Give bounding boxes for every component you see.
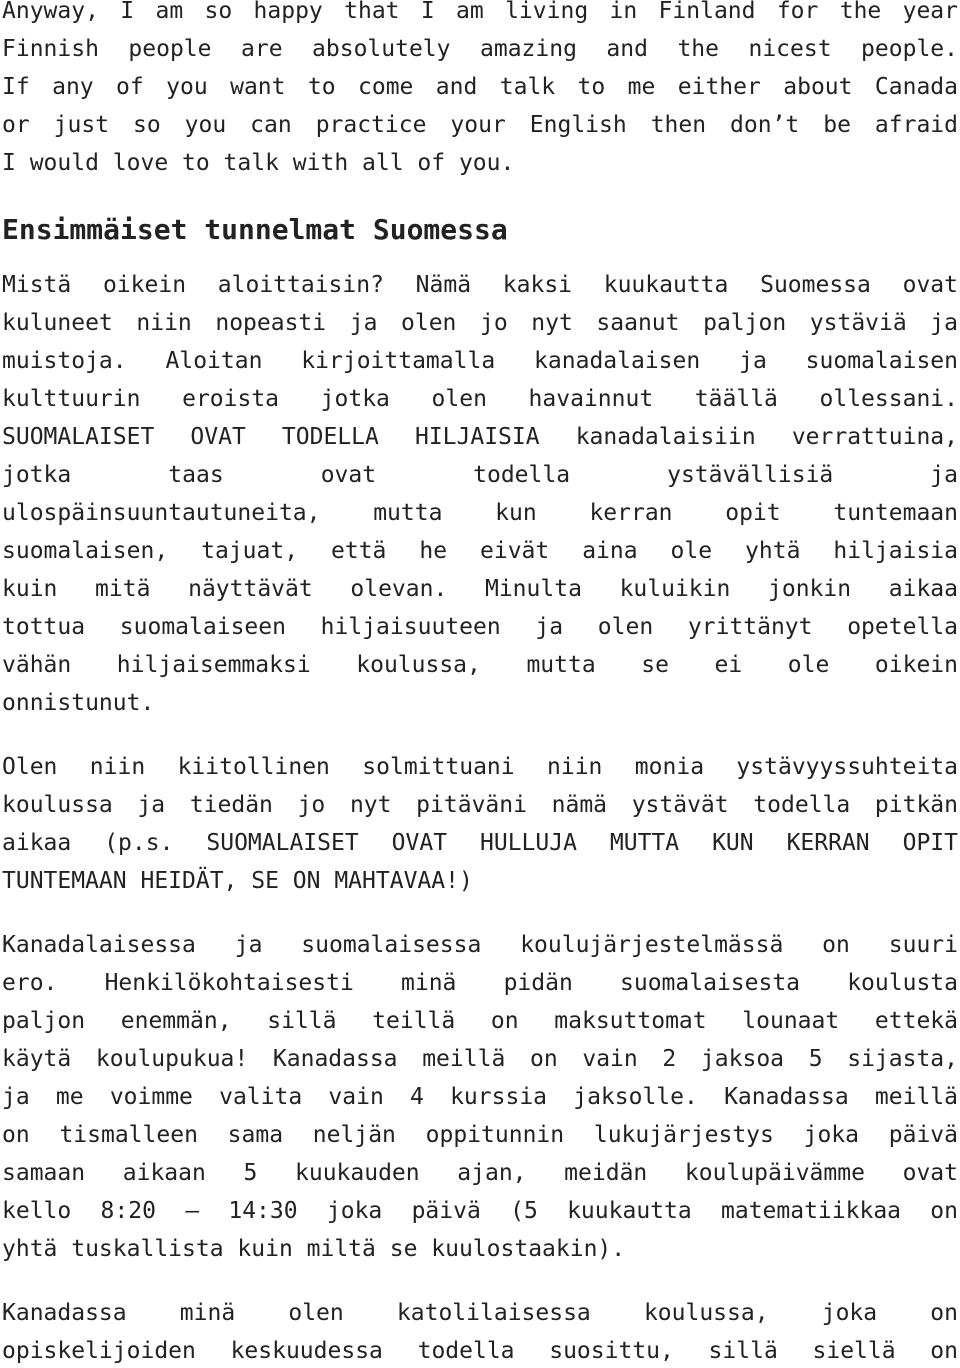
text-line: samaan aikaan 5 kuukauden ajan, meidän koulupäivämme ovat (2, 1160, 958, 1186)
text-line: ulospäinsuuntautuneita, mutta kun kerran opit tuntemaan (2, 500, 958, 526)
text-line: kulttuurin eroista jotka olen havainnut täällä ollessani. (2, 386, 958, 412)
text-line: tottua suomalaiseen hiljaisuuteen ja olen yrittänyt opetella (2, 614, 958, 640)
text-line: Kanadassa minä olen katolilaisessa koulussa, joka on (2, 1300, 958, 1326)
text-line: vähän hiljaisemmaksi koulussa, mutta se ei ole oikein (2, 652, 958, 678)
text-line: kello 8:20 – 14:30 joka päivä (5 kuukautta matematiikkaa on (2, 1198, 958, 1224)
text-line: opiskelijoiden keskuudessa todella suosittu, sillä siellä on (2, 1338, 958, 1364)
text-line: suomalaisen, tajuat, että he eivät aina ole yhtä hiljaisia (2, 538, 958, 564)
text-line: kuin mitä näyttävät olevan. Minulta kuluikin jonkin aikaa (2, 576, 958, 602)
text-line: ero. Henkilökohtaisesti minä pidän suomalaisesta koulusta (2, 970, 958, 996)
text-line: yhtä tuskallista kuin miltä se kuulostaakin). (2, 1236, 626, 1262)
text-line: or just so you can practice your English then don’t be afraid (2, 112, 958, 138)
text-line: onnistunut. (2, 690, 155, 716)
text-line: Finnish people are absolutely amazing and the nicest people. (2, 36, 958, 62)
text-line: SUOMALAISET OVAT TODELLA HILJAISIA kanadalaisiin verrattuina, (2, 424, 958, 450)
text-line: Mistä oikein aloittaisin? Nämä kaksi kuukautta Suomessa ovat (2, 272, 958, 298)
text-line: If any of you want to come and talk to me either about Canada (2, 74, 958, 100)
text-line: ja me voimme valita vain 4 kurssia jaksolle. Kanadassa meillä (2, 1084, 958, 1110)
text-line: kuluneet niin nopeasti ja olen jo nyt saanut paljon ystäviä ja (2, 310, 958, 336)
text-line: muistoja. Aloitan kirjoittamalla kanadalaisen ja suomalaisen (2, 348, 958, 374)
text-line: on tismalleen sama neljän oppitunnin lukujärjestys joka päivä (2, 1122, 958, 1148)
text-line: jotka taas ovat todella ystävällisiä ja (2, 462, 958, 488)
text-line: Kanadalaisessa ja suomalaisessa koulujärjestelmässä on suuri (2, 932, 958, 958)
text-line: koulussa ja tiedän jo nyt pitäväni nämä ystävät todella pitkän (2, 792, 958, 818)
text-line: Olen niin kiitollinen solmittuani niin monia ystävyyssuhteita (2, 754, 958, 780)
text-line: TUNTEMAAN HEIDÄT, SE ON MAHTAVAA!) (2, 868, 473, 894)
text-line: I would love to talk with all of you. (2, 150, 515, 176)
text-line: paljon enemmän, sillä teillä on maksuttomat lounaat ettekä (2, 1008, 958, 1034)
text-line: käytä koulupukua! Kanadassa meillä on vain 2 jaksoa 5 sijasta, (2, 1046, 958, 1072)
text-line: Anyway, I am so happy that I am living in Finland for the year (2, 0, 958, 24)
section-heading: Ensimmäiset tunnelmat Suomessa (2, 213, 508, 246)
text-line: aikaa (p.s. SUOMALAISET OVAT HULLUJA MUTTA KUN KERRAN OPIT (2, 830, 958, 856)
